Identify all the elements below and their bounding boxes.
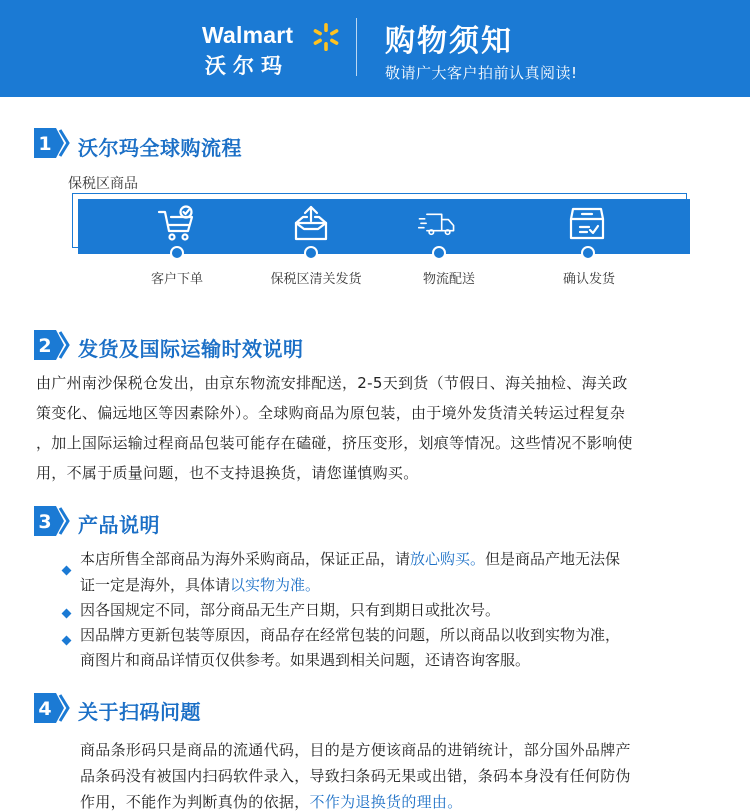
page-subtitle: 敬请广大客户拍前认真阅读! <box>385 64 578 82</box>
bullet-diamond <box>62 566 72 576</box>
product-note-3-line-2: 商图片和商品详情页仅供参考。如果遇到相关问题，还请咨询客服。 <box>80 651 531 669</box>
product-note-3-line-1: 因品牌方更新包装等原因，商品存在经常包装的问题，所以商品以收到实物为准， <box>80 626 621 644</box>
svg-text:3: 3 <box>38 511 52 533</box>
confirm-box-icon <box>567 205 607 243</box>
section-title: 关于扫码问题 <box>78 700 201 724</box>
section-title: 产品说明 <box>78 513 160 537</box>
shopping-cart-icon <box>157 205 197 243</box>
section-number-badge <box>30 506 74 536</box>
highlight-text: 放心购买。 <box>410 550 486 568</box>
step-dot <box>304 246 318 260</box>
product-note-1-line-1: 本店所售全部商品为海外采购商品，保证正品，请放心购买。但是商品产地无法保 <box>80 550 621 568</box>
section-title: 沃尔玛全球购流程 <box>78 136 242 160</box>
section-number-badge <box>30 693 74 723</box>
bonded-goods-label: 保税区商品 <box>68 176 138 192</box>
product-note-2: 因各国规定不同，部分商品无生产日期，只有到期日或批次号。 <box>80 601 501 619</box>
step-label: 确认发货 <box>562 272 615 287</box>
step-label: 保税区清关发货 <box>270 272 362 287</box>
step-label: 物流配送 <box>422 272 475 287</box>
section-number-badge <box>30 330 74 360</box>
svg-text:4: 4 <box>38 698 52 720</box>
product-note-1-line-2: 证一定是海外，具体请以实物为准。 <box>80 576 321 594</box>
svg-text:2: 2 <box>38 335 52 357</box>
paragraph-line: 由广州南沙保税仓发出，由京东物流安排配送，2-5天到货（节假日、海关抽检、海关政 <box>36 374 628 392</box>
paragraph-line: 策变化、偏远地区等因素除外）。全球购商品为原包装，由于境外发货清关转运过程复杂 <box>36 404 626 422</box>
step-dot <box>170 246 184 260</box>
svg-text:1: 1 <box>38 133 52 155</box>
bullet-diamond <box>62 609 72 619</box>
package-upload-icon <box>291 205 331 243</box>
brand-logo-text: Walmart <box>202 22 294 48</box>
paragraph-line: 用，不属于质量问题，也不支持退换货，请您谨慎购买。 <box>36 464 419 482</box>
header-banner <box>0 0 750 97</box>
bullet-diamond <box>62 636 72 646</box>
walmart-spark-icon <box>311 22 341 52</box>
page-title: 购物须知 <box>385 24 513 59</box>
header-divider <box>356 18 357 76</box>
paragraph-line: 品条码没有被国内扫码软件录入，导致扫条码无果或出错，条码本身没有任何防伪 <box>80 767 631 785</box>
shipping-paragraph <box>36 368 726 488</box>
step-dot <box>581 246 595 260</box>
paragraph-line: 作用，不能作为判断真伪的依据，不作为退换货的理由。 <box>80 793 463 811</box>
brand-logo-cn: 沃尔玛 <box>205 54 289 78</box>
paragraph-line: ，加上国际运输过程商品包装可能存在磕碰，挤压变形，划痕等情况。这些情况不影响使 <box>36 434 633 452</box>
step-dot <box>432 246 446 260</box>
paragraph-line: 商品条形码只是商品的流通代码，目的是方便该商品的进销统计，部分国外品牌产 <box>80 741 631 759</box>
step-label: 客户下单 <box>150 272 203 287</box>
barcode-paragraph <box>80 737 730 811</box>
highlight-text: 不作为退换货的理由。 <box>309 793 463 811</box>
delivery-truck-icon <box>418 205 458 243</box>
section-title: 发货及国际运输时效说明 <box>78 337 304 361</box>
highlight-text: 以实物为准。 <box>230 576 321 594</box>
section-number-badge <box>30 128 74 158</box>
